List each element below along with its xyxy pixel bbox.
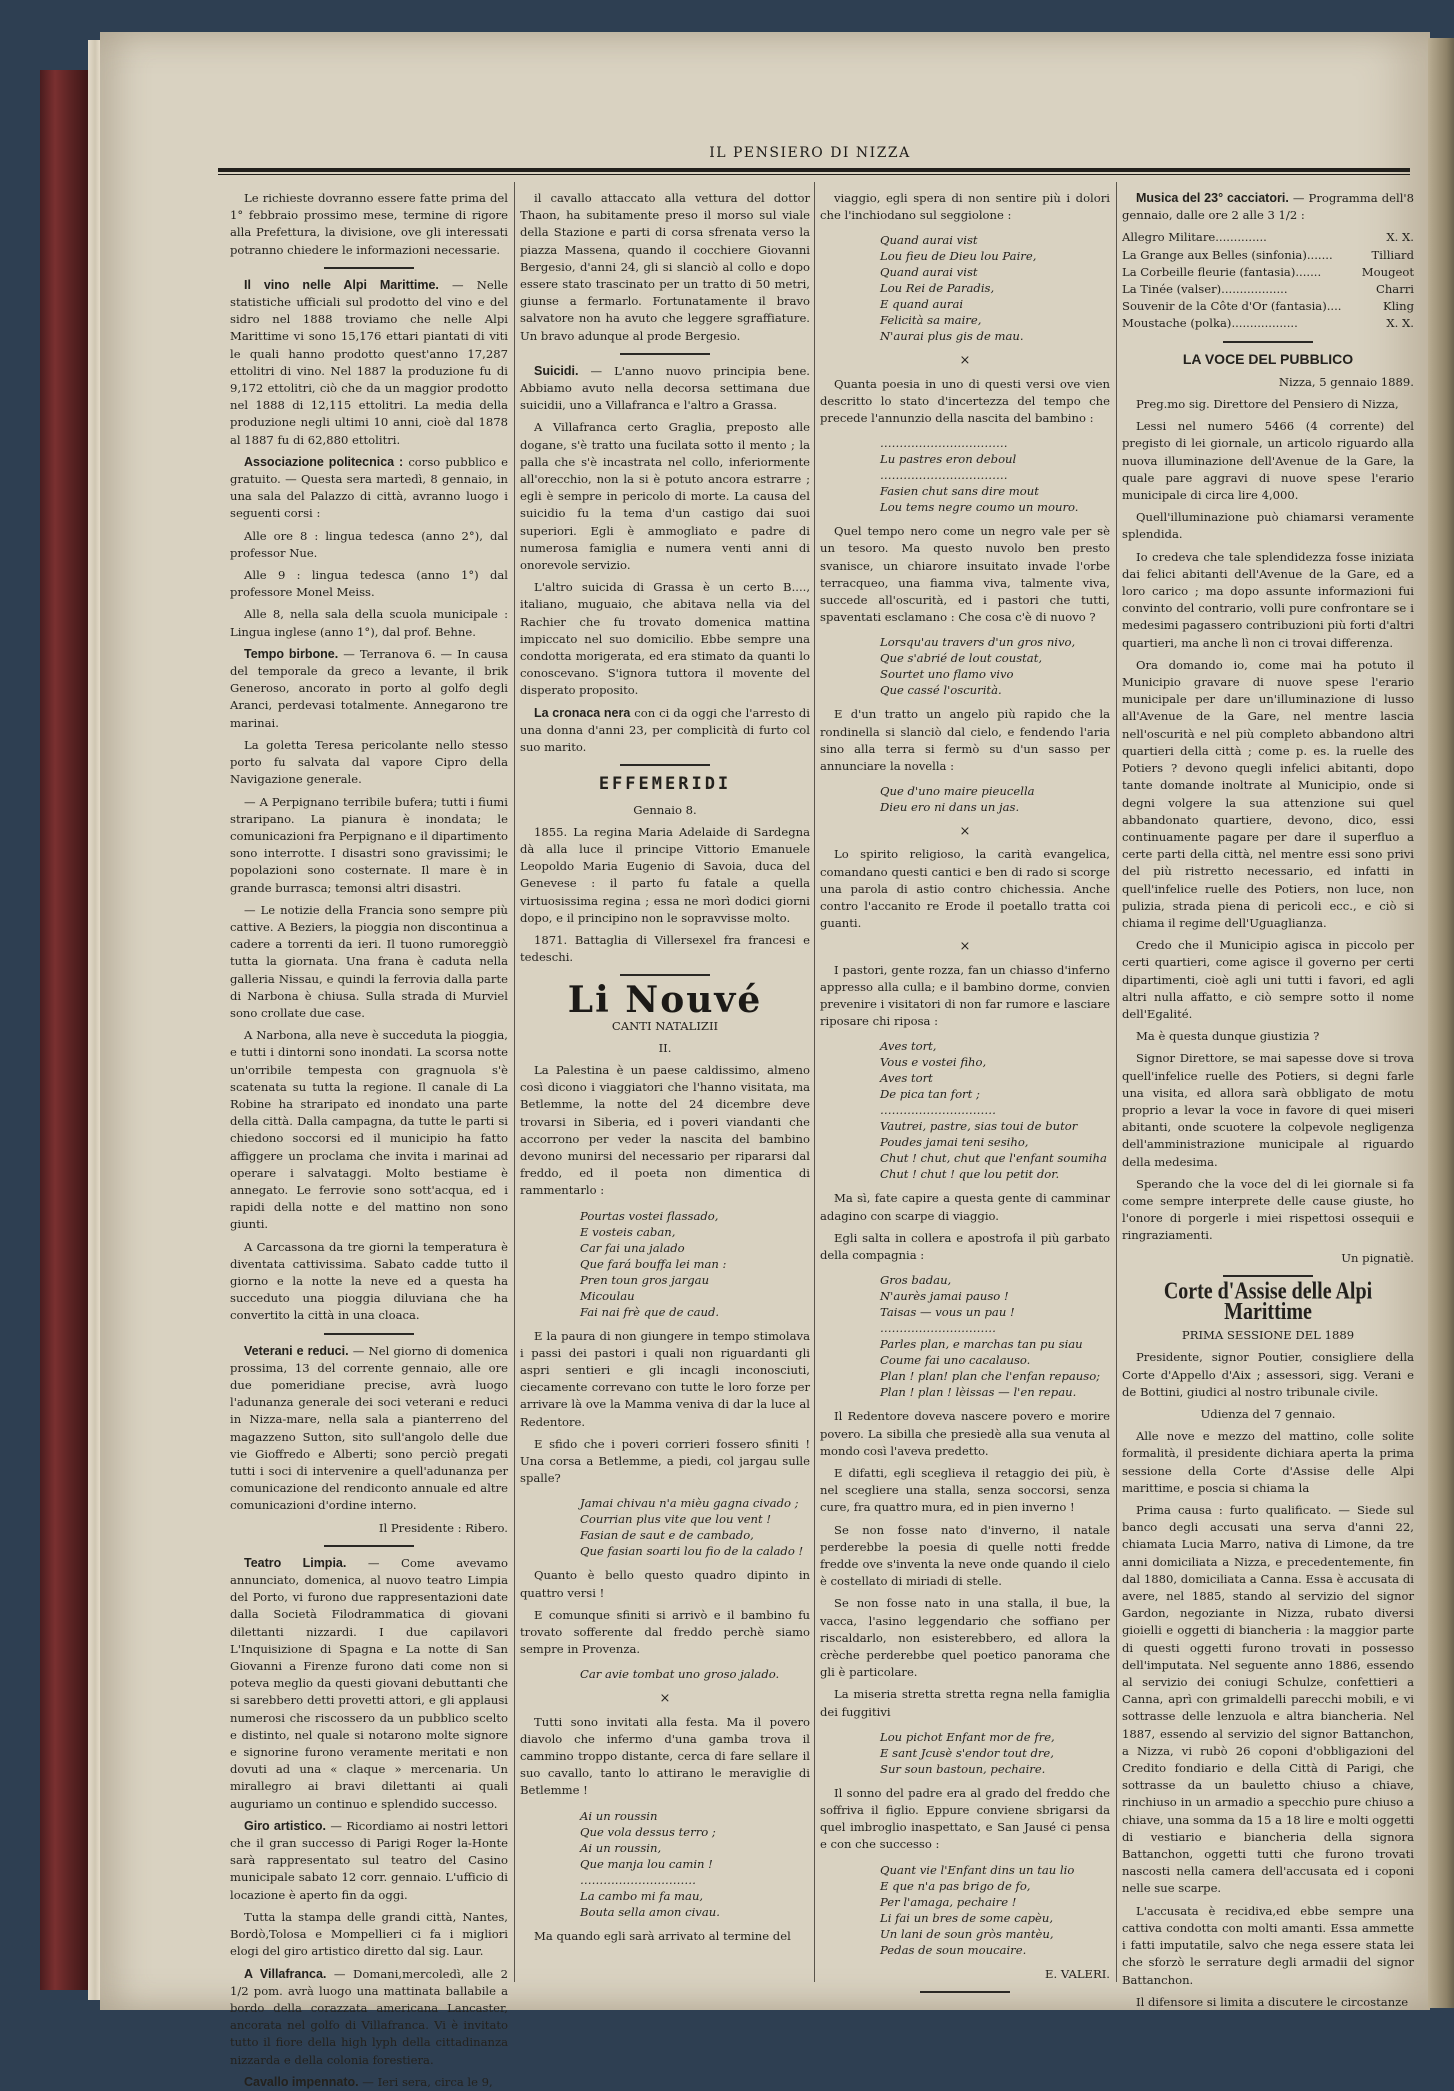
verse-line: Quand aurai vist <box>880 265 978 280</box>
program-author: X. X. <box>1386 230 1414 245</box>
paragraph: Presidente, signor Poutier, consigliere della Corte d'Appello d'Aix ; assessori, sigg. Verani e de Bottini, giudici al nostro tribunale civile. <box>1122 1350 1414 1399</box>
article-paragraph <box>230 2074 508 2091</box>
verse-block <box>820 1038 1110 1182</box>
signature: Il Presidente : Ribero. <box>378 1520 508 1535</box>
paragraph: Tutti sono invitati alla festa. Ma il povero diavolo che infermo d'una gamba trova il cammino troppo distante, cerca di fare sellare il suo cavallo, tanto lo attirano le meraviglie di Betlemme ! <box>520 1714 810 1798</box>
paragraph: Se non fosse nato d'inverno, il natale perderebbe la poesia di quelle notti fredde fredde ove s'inventa la neve onde quando il cielo è costellato di miriadi di stelle. <box>820 1522 1110 1589</box>
verse-line: Quand aurai vist <box>880 233 978 248</box>
program-piece: La Grange aux Belles (sinfonia)....... <box>1122 247 1333 262</box>
verse-line: Vautrei, pastre, sias toui de butor <box>880 1119 1078 1134</box>
section-separator: × <box>959 939 971 955</box>
article-paragraph <box>230 646 508 732</box>
verse-line: Bouta sella amon civau. <box>580 1904 720 1919</box>
paragraph: Le richieste dovranno essere fatte prima del 1° febbraio prossimo mese, termine di rigore alla Prefettura, la divisione, ove gli interessati potranno chiedere le informazioni necessarie. <box>230 191 508 257</box>
section-rule <box>324 267 414 269</box>
column-divider <box>514 182 515 1982</box>
centered-line: II. <box>658 1040 672 1055</box>
paragraph: Preg.mo sig. Direttore del Pensiero di Nizza, <box>1136 397 1399 412</box>
feature-title: Li Nouvé <box>567 979 763 1022</box>
program-author: Mougeot <box>1361 264 1414 279</box>
program-row <box>1122 264 1414 281</box>
paragraph: Egli salta in collera e apostrofa il più garbato della compagnia : <box>820 1230 1110 1263</box>
verse-line: Lou Rei de Paradis, <box>880 281 995 296</box>
signature: E. VALERI. <box>1045 1966 1110 1981</box>
paragraph: La goletta Teresa pericolante nello stesso porto fu salvata dal vapore Cipro della Navigazione generale. <box>230 737 508 787</box>
verse-line: Car avie tombat uno groso jalado. <box>580 1667 780 1682</box>
article-text: — Programma dell'8 gennaio, dalle ore 2 alle 3 1/2 : <box>1122 191 1414 223</box>
section-rule <box>1223 341 1313 343</box>
paragraph: Alle ore 8 : lingua tedesca (anno 2°), dal professor Nue. <box>230 528 508 560</box>
article-paragraph <box>520 363 810 415</box>
section-rule <box>1223 1275 1313 1277</box>
article-heading: Veterani e reduci. <box>244 1343 349 1358</box>
verse-line: E que n'a pas brigo de fo, <box>880 1878 1031 1893</box>
centered-line: Udienza del 7 gennaio. <box>1200 1407 1336 1421</box>
verse-line: Que fará bouffa lei man : <box>580 1256 727 1271</box>
paragraph: La miseria stretta stretta regna nella famiglia dei fuggitivi <box>820 1687 1110 1719</box>
verse-line: Que manja lou camin ! <box>580 1856 713 1871</box>
paragraph: Quell'illuminazione può chiamarsi veramente splendida. <box>1122 510 1414 542</box>
article-text: con ci da oggi che l'arresto di una donna d'anni 23, per complicità di furto col suo marito. <box>520 705 810 755</box>
verse-block <box>520 1808 810 1920</box>
program-author: Tilliard <box>1371 247 1414 262</box>
article-paragraph <box>520 705 810 757</box>
header-rule <box>218 168 1410 172</box>
paragraph: Lessi nel numero 5466 (4 corrente) del pregisto di lei giornale, un articolo riguardo alla nuova illuminazione dell'Avenue de la Gare, la quale pare aggravi di nuove spese l'erario municipale di circa lire 4,000. <box>1122 419 1414 503</box>
verse-line: Gros badau, <box>880 1273 952 1288</box>
verse-line: Car fai una jalado <box>580 1240 685 1255</box>
program-row <box>1122 229 1414 246</box>
section-heading: LA VOCE DEL PUBBLICO <box>1182 350 1354 367</box>
verse-line: Li fai un bres de some capèu, <box>880 1910 1054 1925</box>
verse-line: Lou tems negre coumo un mouro. <box>880 500 1079 515</box>
paragraph: I pastori, gente rozza, fan un chiasso d'inferno appresso alla culla; e il bambino dorme, convien prevenire i visitatori di non far rumore e lasciare riposare chi riposa : <box>820 962 1110 1029</box>
verse-line: Sur soun bastoun, pechaire. <box>880 1761 1046 1776</box>
signature: Un pignatiè. <box>1341 1250 1414 1265</box>
program-piece: La Tinée (valser).................. <box>1122 282 1288 297</box>
verse-line: Pourtas vostei flassado, <box>580 1208 719 1223</box>
section-heading-effemeridi: EFFEMERIDI <box>598 774 732 795</box>
verse-block <box>820 232 1110 344</box>
verse-line: Plan ! plan! plan che l'enfan repauso; <box>880 1369 1101 1384</box>
paragraph: Credo che il Municipio agisca in piccolo per certi quartieri, come agisce il governo per certi dipartimenti, cioè agli uni tutti i favori, ed agli altri nulla affatto, e ciò sempre sotto il nome dell'Egalité. <box>1122 938 1414 1021</box>
verse-line: E sant Jcusè s'endor tout dre, <box>880 1745 1054 1760</box>
verse-line: Felicità sa maire, <box>880 313 982 328</box>
paragraph: E comunque sfiniti si arrivò e il bambino fu trovato sofferente dal freddo perchè siamo sempre in Provenza. <box>520 1607 810 1657</box>
column-2 <box>520 190 810 1990</box>
verse-line: …………………………… <box>880 436 1008 451</box>
signature: Nizza, 5 gennaio 1889. <box>1278 374 1414 389</box>
verse-block <box>820 1272 1110 1400</box>
verse-line: Plan ! plan ! lèissas — l'en repau. <box>880 1385 1077 1400</box>
paragraph: Lo spirito religioso, la carità evangelica, comandano questi cantici e ben di rado si scorge una parola di astio contro chichessia. Anche contro l'accanito re Erode il poetallo tratta coi guanti. <box>820 847 1110 931</box>
verse-line: N'aurai plus gis de mau. <box>880 329 1024 344</box>
verse-line: Lu pastres eron deboul <box>880 452 1017 467</box>
verse-line: De pica tan fort ; <box>880 1087 980 1102</box>
section-rule <box>620 353 710 355</box>
paragraph: Alle 8, nella sala della scuola municipale : Lingua inglese (anno 1°), dal prof. Behne. <box>230 607 508 639</box>
paragraph: Il Redentore doveva nascere povero e morire povero. La sibilla che presiedè alla sua venuta al mondo così l'aveva predetto. <box>820 1409 1110 1458</box>
article-heading: Associazione politecnica : <box>244 454 404 469</box>
verse-line: Courrian plus vite que lou vent ! <box>580 1512 772 1527</box>
article-text: — Nel giorno di domenica prossima, 13 del corrente gennaio, alle ore due pomeridiane precise, avrà luogo l'adunanza generale dei soci veterani e reduci in Nizza-mare, nella sala a pianterreno del magazzeno Sutton, sito sull'angolo delle due vie Gioffredo e Alberti; sono perciò pregati tutti i soci di intervenire a quell'adunanza per comunicazione del rendiconto annuale ed altre comunicazioni d'ordine interno. <box>230 1343 508 1513</box>
verse-block <box>820 783 1110 815</box>
verse-line: Fai nai frè que de caud. <box>580 1304 720 1319</box>
paragraph: E d'un tratto un angelo più rapido che la rondinella si slanciò dal cielo, e fendendo l'aria sino alla terra si fermò su d'un sasso per annunciare la novella : <box>820 707 1110 774</box>
paragraph: L'altro suicida di Grassa è un certo B...., italiano, muguaio, che abitava nella via del Rachier che fu trovato domenica mattina impiccato nel suo domicilio. Ebbe sempre una condotta morigerata, ed era stimato da quanti lo conoscevano. S'ignora tuttora il movente del disperato proposito. <box>520 580 810 698</box>
paragraph: Tutta la stampa delle grandi città, Nantes, Bordò,Tolosa e Mompellieri ci fa i migliori elogi del giro artistico diretto dal sig. Laur. <box>230 1909 508 1959</box>
verse-line: Ai un roussin <box>580 1808 658 1823</box>
verse-line: Un lani de soun gròs mantèu, <box>880 1926 1054 1941</box>
verse-line: Per l'amaga, pechaire ! <box>880 1894 1017 1909</box>
article-paragraph <box>230 454 508 523</box>
verse-line: Pren toun gros jargau <box>580 1272 710 1287</box>
paragraph: Prima causa : furto qualificato. — Siede sul banco degli accusati una serva d'anni 22, chiamata Lucia Marro, nativa di Limone, da tre anni domiciliata a Nizza, e precedentemente, fin dal 1880, domiciliata a Canna. Essa è accusata di avere, nel 1885, stando al servizio del signor Gardon, negoziante in Nizza, rubato diversi gioielli e oggetti di biancheria : la maggior parte di questi oggetti furono trovati in possesso dell'imputata. Nel seguente anno 1886, essendo al servizio dei coniugi Schulze, confettieri a Canna, aprì con grimaldelli parecchi mobili, e vi sottrasse delle lenzuola e altra biancheria. Nel 1887, essendo al servizio del signor Battanchon, a Nizza, vi rubò 26 coponi d'obbligazioni del Credito fondiario e della Città di Parigi, che sottrasse da un bauletto chiuso a chiave, rinchiuso in un armadio a specchio pure chiuso a chiave, una somma da 15 a 18 lire e molti oggetti di vestiario e biancheria della signora Battanchon, oggetti tutti che furono trovati nascosti nella camera dell'accusata ed i coponi nelle sue scarpe. <box>1122 1503 1414 1896</box>
paragraph: Ma è questa dunque giustizia ? <box>1136 1029 1320 1044</box>
verse-line: Lorsqu'au travers d'un gros nivo, <box>880 635 1076 650</box>
page-title: IL PENSIERO DI NIZZA <box>709 145 911 161</box>
verse-line: Que cassé l'oscurità. <box>880 683 1002 698</box>
article-heading: Il vino nelle Alpi Marittime. <box>244 277 439 292</box>
paragraph: — A Perpignano terribile bufera; tutti i fiumi straripano. La pianura è inondata; le comunicazioni fra Perpignano e il dipartimento sono interrotte. I disastri sono gravissimi; le popolazioni sono costernate. Il mare è in grande burrasca; temonsi altri disastri. <box>230 794 508 895</box>
program-row <box>1122 247 1414 264</box>
music-program <box>1122 229 1414 332</box>
article-text: — Domani,mercoledì, alle 2 1/2 pom. avrà luogo una mattinata ballabile a bordo della corazzata americana Lancaster, ancorata nel golfo di Villafranca. Vi è invitato tutto il fiore della high lyph della cittadinanza nizzarda e della colonia forestiera. <box>230 1966 508 2067</box>
paragraph: Se non fosse nato in una stalla, il bue, la vacca, l'asino leggendario che soffiano per riscaldarlo, non esisterebbero, ed allora la crèche perderebbe quel poetico panorama che gli è particolare. <box>820 1596 1110 1680</box>
verse-block <box>520 1666 810 1682</box>
verse-line: ………………………… <box>880 1103 996 1118</box>
paragraph: A Carcassona da tre giorni la temperatura è diventata cattivissima. Sabato cadde tutto il giorno e la notte la neve ed a questa ha succeduto una pioggia diluviana che ha convertito la città in una cloaca. <box>230 1239 508 1323</box>
column-divider <box>814 182 815 1982</box>
section-rule <box>620 764 710 766</box>
column-4 <box>1122 190 1414 2009</box>
paragraph: Alle nove e mezzo del mattino, colle solite formalità, il presidente dichiara aperta la prima sessione della Corte d'Assise delle Alpi marittime, e poscia si chiama la <box>1122 1429 1414 1495</box>
article-heading: Tempo birbone. <box>244 646 339 661</box>
paragraph: E difatti, egli sceglieva il retaggio dei più, è nel scegliere una stalla, senza soccorsi, senza cure, fra quattro mura, ed in pien inverno ! <box>820 1465 1110 1515</box>
article-paragraph <box>230 1818 508 1904</box>
verse-line: Que vola dessus terro ; <box>580 1824 716 1839</box>
section-separator: × <box>959 353 971 369</box>
verse-line: La cambo mi fa mau, <box>580 1888 704 1903</box>
article-text: — Ricordiamo ai nostri lettori che il gran successo di Parigi Roger la-Honte sarà rappresentato sul teatro del Casino municipale sabato 12 corr. gennaio. L'ufficio di locazione è aperto fin da oggi. <box>230 1818 508 1902</box>
article-heading: A Villafranca. <box>244 1966 327 1981</box>
paragraph: E la paura di non giungere in tempo stimolava i passi dei pastori i quali non riguardanti gli aspri sentieri e gli incagli inconosciuti, ciecamente correvano con tutte le loro forze per arrivare là ove la Mamma veniva di dar la luce al Redentore. <box>520 1328 810 1429</box>
book-binding <box>40 70 90 1990</box>
verse-block <box>820 435 1110 515</box>
paragraph: — Le notizie della Francia sono sempre più cattive. A Beziers, la pioggia non discontinua a cadere a torrenti da ieri. Il tuono rumoreggiò tutta la giornata. Una frana è caduta nella galleria Nissau, e quindi la ferrovia dalla parte di Narbona è chiusa. Sulla strada di Murviel sono crollate due case. <box>230 902 508 1020</box>
verse-line: Quant vie l'Enfant dins un tau lio <box>880 1862 1075 1877</box>
centered-line: Gennaio 8. <box>633 802 697 817</box>
paragraph: Ora domando io, come mai ha potuto il Municipio gravare di nuove spese l'erario municipale per dare un'illuminazione di lusso all'Avenue de la Gare, nel mentre lascia nell'oscurità e nel più completo abbandono altri quartieri della città ; come p. es. la ruelle des Potiers ? devono quegli infelici abitanti, dopo tante domande inoltrate al Municipio, onde si degni volgere la sua attenzione sui quel abbandonato quartiere, devono, dico, essi continuamente pagare per dare il superfluo a certe parti della città, nel mentre essi sono privi del più ristretto necessario, ed infatti in quell'infelice ruelle des Potiers, non luce, non pulizia, strada piena di pericoli ecc., e ciò si chiama il regime dell'Uguaglianza. <box>1122 657 1414 930</box>
article-heading: Giro artistico. <box>244 1818 326 1833</box>
centered-line: PRIMA SESSIONE DEL 1889 <box>1181 1328 1355 1343</box>
article-heading: Musica del 23° cacciatori. <box>1136 191 1289 205</box>
section-rule <box>920 1991 1010 1993</box>
section-separator: × <box>659 1691 671 1707</box>
verse-block <box>520 1208 810 1320</box>
article-paragraph <box>230 277 508 449</box>
column-divider <box>1116 182 1117 1982</box>
article-heading: La cronaca nera <box>534 705 631 720</box>
paragraph: Io credeva che tale splendidezza fosse iniziata dai felici abitanti dell'Avenue de la Gare, ed a loro carico ; ma dopo assunte informazioni fui convinto del contrario, volli pure confrontare se i medesimi pagassero contribuzioni più forti d'altri quartieri, ma anche lì non ci trovai differenza. <box>1122 549 1414 650</box>
verse-block <box>520 1495 810 1559</box>
verse-line: Lou pichot Enfant mor de fre, <box>880 1729 1055 1744</box>
program-row <box>1122 315 1414 332</box>
article-heading: Suicidi. <box>534 363 579 378</box>
program-author: Kling <box>1383 299 1414 314</box>
verse-line: Fasian de saut e de cambado, <box>580 1528 754 1543</box>
verse-line: Que d'uno maire pieucella <box>880 784 1035 799</box>
paragraph: Il sonno del padre era al grado del freddo che soffriva il figlio. Eppure conviene sbrigarsi da quel imbroglio inaspettato, e San Jausé ci pensa e con che successo : <box>820 1785 1110 1852</box>
article-text: — Ieri sera, circa le 9, <box>358 2074 493 2089</box>
paragraph: 1855. La regina Maria Adelaide di Sardegna dà alla luce il principe Vittorio Emanuele Leopoldo Maria Eugenio di Savoia, duca del Genevese : il parto fu fatale a quella virtuosissima regina ; essa ne morì dodici giorni dopo, e il principino non le sopravvisse molto. <box>520 824 810 925</box>
paragraph: Quanta poesia in uno di questi versi ove vien descritto lo stato d'incertezza del tempo che precede l'annunzio della nascita del bambino : <box>820 376 1110 426</box>
verse-line: Micoulau <box>580 1288 635 1303</box>
verse-line: E vosteis caban, <box>580 1224 676 1239</box>
verse-line: Vous e vostei fiho, <box>880 1055 987 1070</box>
paragraph: il cavallo attaccato alla vettura del dottor Thaon, ha subitamente preso il morso sul viale della Stazione e parti di corsa sfrenata verso la piazza Massena, quando il cocchiere Giovanni Bergesio, d'anni 24, gli si slanciò al collo e dopo essere stato trascinato per un tratto di 50 metri, giunse a fermarlo. Fortunatamente il bravo salvatore non ha avuto che leggere sgraffiature. Un bravo adunque al prode Bergesio. <box>520 191 810 343</box>
program-piece: Allegro Militare.............. <box>1122 230 1267 245</box>
article-text: corso pubblico e gratuito. — Questa sera martedì, 8 gennaio, in una sala del Palazzo di città, avranno luogo i seguenti corsi : <box>230 454 509 521</box>
paragraph: A Narbona, alla neve è succeduta la pioggia, e tutti i dintorni sono inondati. La scorsa notte un'orribile tempesta con gragnuola s'è scatenata su tutta la regione. Il canale di La Robine ha straripato ed inondato una parte della città. Dalla campagna, da tutte le parti si chiedono soccorsi ed il municipio ha fatto affiggere un proclama che invita i marinai ad operare i salvataggi. Molto bestiame è annegato. Le ferrovie sono sott'acqua, ed i rapidi della notte e del mattino non sono giunti. <box>230 1028 508 1232</box>
article-paragraph <box>1122 190 1414 224</box>
paragraph: Ma quando egli sarà arrivato al termine del <box>534 1928 791 1943</box>
paragraph: Signor Direttore, se mai sapesse dove si trova quell'infelice ruelle des Potiers, si degni farle una visita, ed allora sarà obbligato de motu proprio a levar la voce in favore di quei miseri abitanti, onde scuotere la colpevole negligenza dell'amministrazione municipale al riguardo della medesima. <box>1122 1051 1414 1169</box>
verse-line: Chut ! chut, chut que l'enfant soumiha <box>880 1151 1107 1166</box>
program-author: Charri <box>1375 282 1414 297</box>
verse-line: Dieu ero ni dans un jas. <box>880 800 1020 815</box>
article-heading: Teatro Limpia. <box>244 1555 347 1570</box>
verse-block <box>820 1862 1110 1958</box>
paragraph: Sperando che la voce del di lei giornale si fa come sempre interprete delle cause giuste, ho l'onore di porgerle i miei rispettosi ossequii e ringraziamenti. <box>1122 1176 1414 1243</box>
verse-line: Que s'abrié de lout coustat, <box>880 651 1043 666</box>
verse-line: Que fasian soarti lou fio de la calado ! <box>580 1544 804 1559</box>
verse-line: Pedas de soun moucaire. <box>880 1942 1027 1957</box>
verse-block <box>820 634 1110 698</box>
verse-line: …………………………… <box>880 468 1008 483</box>
paragraph: viaggio, egli spera di non sentire più i dolori che l'inchiodano sul seggiolone : <box>820 191 1110 223</box>
article-paragraph <box>230 1966 508 2069</box>
verse-line: ………………………… <box>880 1321 996 1336</box>
paragraph: L'accusata è recidiva,ed ebbe sempre una cattiva condotta con molti amanti. Essa ammette i fatti imputatile, salvo che nega essere stata lei che sforzò le serrature degli armadii del signor Battanchon. <box>1122 1903 1414 1987</box>
verse-line: N'aurès jamai pauso ! <box>880 1289 1009 1304</box>
verse-line: E quand aurai <box>880 297 964 312</box>
section-separator: × <box>959 824 971 840</box>
article-paragraph <box>230 1555 508 1813</box>
paragraph: E sfido che i poveri corrieri fossero sfiniti ! Una corsa a Betlemme, a piedi, col jargau sulle spalle? <box>520 1436 810 1486</box>
paragraph: Ma sì, fate capire a questa gente di camminar adagino con scarpe di viaggio. <box>820 1191 1110 1223</box>
program-row <box>1122 281 1414 298</box>
section-rule <box>324 1333 414 1335</box>
verse-line: Lou fieu de Dieu lou Paire, <box>880 249 1037 264</box>
verse-line: Fasien chut sans dire mout <box>880 484 1039 499</box>
paragraph: Alle 9 : lingua tedesca (anno 1°) dal professore Monel Meiss. <box>230 568 508 600</box>
program-piece: Souvenir de la Côte d'Or (fantasia).... <box>1122 299 1342 314</box>
verse-line: Poudes jamai teni sesiho, <box>880 1135 1029 1150</box>
centered-line: CANTI NATALIZII <box>611 1018 719 1033</box>
article-paragraph <box>230 1343 508 1515</box>
column-1 <box>230 190 509 2089</box>
program-author: X. X. <box>1386 316 1414 331</box>
verse-line: Taisas — vous un pau ! <box>880 1305 1015 1320</box>
verse-line: Sourtet uno flamo vivo <box>880 667 1014 682</box>
program-row <box>1122 298 1414 315</box>
section-rule <box>324 1545 414 1547</box>
article-text: — Nelle statistiche ufficiali sul prodotto del vino e del sidro nel 1888 troviamo che nelle Alpi Marittime vi sono 15,176 ettari piantati di viti le quali hanno prodotto quest'anno 17,287 ettolitri di vino. Nel 1887 la produzione fu di 9,172 ettolitri, ciò che da un maggior prodotto nel 1888 di 12,115 ettolitri. La media della produzione negli ultimi 10 anni, cioè dal 1878 al 1887 fu di 62,880 ettolitri. <box>230 277 509 447</box>
paragraph: Il difensore si limita a discutere le circostanze <box>1136 1994 1409 2009</box>
program-piece: La Corbeille fleurie (fantasia)....... <box>1122 264 1322 279</box>
page-fold-shadow <box>1428 38 1454 2008</box>
verse-line: Ai un roussin, <box>580 1840 662 1855</box>
program-piece: Moustache (polka).................. <box>1122 316 1298 331</box>
paragraph: A Villafranca certo Graglia, preposto alle dogane, s'è tratto una fucilata sotto il mento ; la palla che s'è incastrata nel collo, inferiormente all'orecchio, non la si è potuto ancora estrarre ; egli è sempre in pericolo di morte. La causa del suicidio fu la tema d'un castigo dai suoi superiori. Egli è ammogliato e padre di numerosa famiglia e numera venti anni di onorevole servizio. <box>520 420 810 573</box>
section-heading-large: Corte d'Assise delle Alpi Marittime <box>1163 1277 1373 1325</box>
verse-line: Aves tort, <box>880 1039 937 1054</box>
verse-line: Coume fai uno cacalauso. <box>880 1353 1031 1368</box>
paragraph: Quanto è bello questo quadro dipinto in quattro versi ! <box>520 1568 810 1600</box>
article-heading: Cavallo impennato. <box>244 2074 359 2089</box>
column-3 <box>820 190 1110 1990</box>
paragraph: 1871. Battaglia di Villersexel fra francesi e tedeschi. <box>520 932 810 965</box>
verse-line: Chut ! chut ! que lou petit dor. <box>880 1167 1060 1182</box>
paragraph: Quel tempo nero come un negro vale per sè un tesoro. Ma questo nuvolo ben presto svanisce, un chiarore insuitato invade l'orbe terracqueo, una fiamma viva, talmente viva, succede all'oscurità, ed i pastori che tutti, spaventati esclamano : Che cosa c'è di nuovo ? <box>820 524 1110 625</box>
verse-line: Aves tort <box>880 1071 933 1086</box>
verse-block <box>820 1729 1110 1777</box>
verse-line: Parles plan, e marchas tan pu siau <box>880 1337 1083 1352</box>
paragraph: La Palestina è un paese caldissimo, almeno così dicono i viaggiatori che l'hanno visitata, ma Betlemme, la notte del 24 dicembre deve trovarsi in Siberia, ed i poveri viandanti che accorrono per veder la nascita del bambino devono munirsi del necessario per ripararsi dal freddo, ed il poeta non dimentica di rammentarlo : <box>520 1062 810 1198</box>
article-text: — Terranova 6. — In causa del temporale da greco a levante, il brik Generoso, ancorato in porto al golfo degli Aranci, perdevasi totalmente. Annegarono tre marinai. <box>230 646 508 730</box>
verse-line: ………………………… <box>580 1872 696 1887</box>
header-rule-thin <box>218 174 1410 175</box>
section-rule <box>620 974 710 976</box>
verse-line: Jamai chivau n'a mièu gagna civado ; <box>580 1496 799 1511</box>
article-text: — L'anno nuovo principia bene. Abbiamo avuto nella decorsa settimana due suicidii, uno a Villafranca e l'altro a Grassa. <box>520 363 810 413</box>
article-text: — Come avevamo annunciato, domenica, al nuovo teatro Limpia del Porto, vi furono due rappresentazioni date dalla Società Filodrammatica di giovani dilettanti nizzardi. I due capilavori L'Inquisizione di Spagna e La notte di San Giovanni a Firenze furono dati come non si poteva meglio da questi giovani debuttanti che si sarebbero detti provetti attori, e gli applausi numerosi che riscossero da un pubblico scelto e distinto, nel quale si notarono molte signore e signorine furono veramente meritati e non dovuti ad una « claque » mercenaria. Un mirallegro ai bravi dilettanti ai quali auguriamo un continuo e splendido successo. <box>230 1555 508 1811</box>
